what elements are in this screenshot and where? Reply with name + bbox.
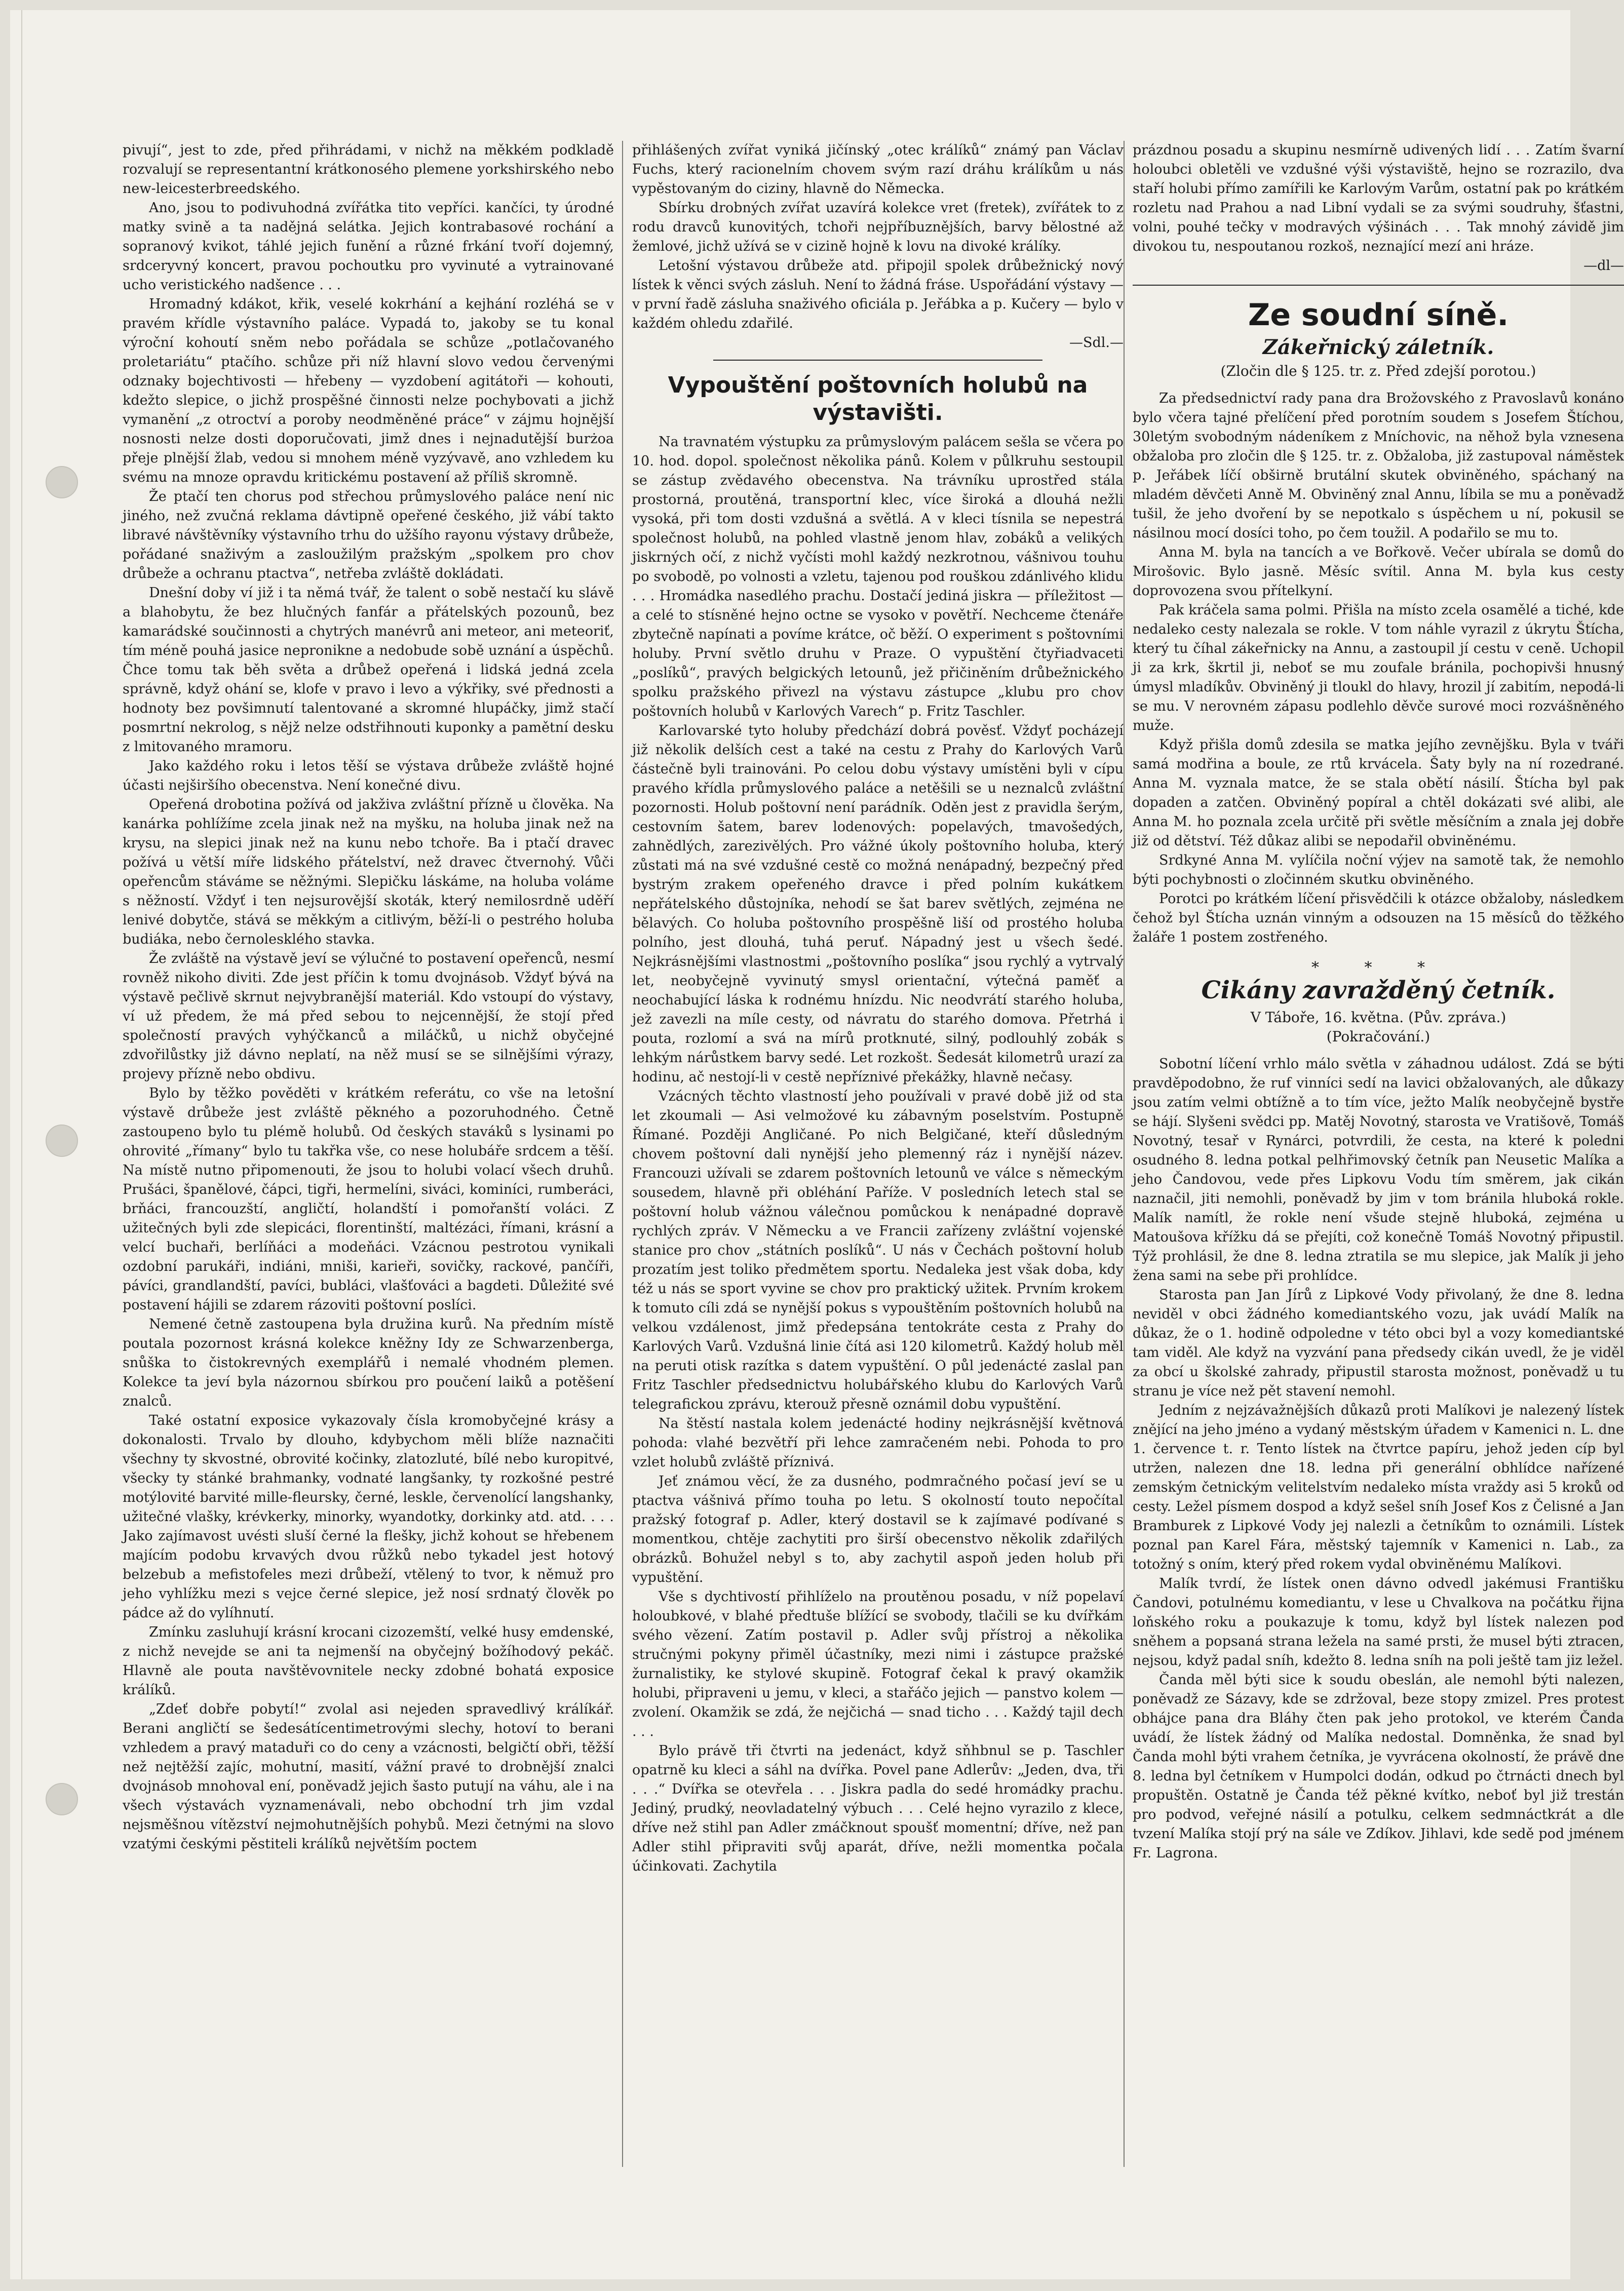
article-dek: (Pokračování.)	[1326, 1028, 1430, 1045]
article-headline: Zákeřnický záletník.	[1262, 335, 1494, 359]
article-dateline: V Táboře, 16. května. (Pův. zpráva.)	[1250, 1009, 1506, 1026]
paragraph: „Zdeť dobře pobytí!“ zvolal asi nejeden spravedlivý králíkář. Berani angličtí se šedesátícentimetrovými slechy, hotoví to berani vzhledem a pravý mataduři co do ceny a vzácnosti, belgičtí obři, těžší než nejtěžší zajíc, mohutní, masití, vážní pravé to drobnější znalci dvojnásob mnohoval ení, poněvadž jejich šasto putují na váhu, ale i na všech výstavách vyznamenávali, nebo obchodní trh jim vzdal nejsměšnou vítězství nejmohutnějších pohybů. Mezi četnými na slovo vzatými českými pěstiteli králíků největším poctem	[123, 1701, 614, 1852]
paragraph: Dnešní doby ví již i ta němá tvář, že talent o sobě nestačí ku slávě a blahobytu, že bez hlučných fanfár a přátelských pozounů, bez kamarádské součinnosti a chytrých manévrů ani meteor, ani meteoriť, tím méně pouhá jasice nepronikne a nedobude sobě uznání a úspěchů. Čhce tomu tak běh světa a drůbež opeřená i lidská jedná zcela správně, když ohání se, klofe v pravo i levo a výkřiky, své přednosti a hodnoty bez povšimnutí talentované a skromné hlupáčky, jimž stačí posmrtní nekrolog, s nějž nelze odstřihnouti kuponky a pamětní desku z lmitovaného mramoru.	[123, 585, 614, 755]
paragraph: Za předsednictví rady pana dra Brožovského z Pravoslavů konáno bylo včera tajné přelíčení před porotním soudem s Josefem Štíchou, 30letým svobodným nádeníkem z Mníchovic, na něhož byla vznesena obžaloba pro zločin dle § 125. tr. z. Obžaloba, již zastupoval náměstek p. Jeřábek líčí obširně brutální skutek obviněného, spáchaný na mladém děvčeti Anně M. Obviněný znal Annu, líbila se mu a poněvadž tušil, že jeho dvoření by se nepotkalo s úspěchem u ní, pokusil se násilnou mocí dosíci toho, po čem toužil. A podařilo se mu to.	[1133, 391, 1624, 541]
column-divider	[1124, 141, 1125, 2167]
paragraph: Také ostatní exposice vykazovaly čísla kromobyčejné krásy a dokonalosti. Trvalo by dlouho, kdybychom měli blíže naznačiti všechny ty skvostné, obrovité kočinky, zlatozluté, bílé nebo kuropitvé, všecky ty stánké brahmanky, vodnaté langšanky, ty rozkošné pestré motýlovité barvité mille-fleursky, černé, leskle, červenolící langshanky, užitečné vlašky, krévkerky, minorky, wyandotky, dorkinky atd. atd. . . . Jako zajímavost uvésti sluší černé la flešky, jichž kohout se hřebenem majícím podobu krvavých dvou růžků nebo tykadel jest hotový belzebub a mefistofeles mezi drůbeží, vtělený to tvor, k němuž pro jeho vyhlížku mezi s vejce černé slepice, jež nosí srdnatý člověk po pádce až do vylíhnutí.	[123, 1413, 614, 1621]
paragraph: Sbírku drobných zvířat uzavírá kolekce vret (fretek), zvířátek to z rodu dravců kunovitých, tchoři nejpříbuznějších, barvy bělostné až žemlové, jichž užívá se v cizině hojně k lovu na divoké králíky.	[632, 200, 1124, 254]
paragraph: Bylo by těžko pověděti v krátkém referátu, co vše na letošní výstavě drůbeže jest zvláště pěkného a pozoruhodného. Četně zastoupeno bylo tu plémě holubů. Od českých staváků s lysinami po ohrovité „římany“ bylo tu takřka vše, co nese holubáře srdcem a těší. Na místě nutno připomenouti, že jsou to holubi volací všech druhů. Prušáci, španělové, čápci, tigři, hermelíni, siváci, kominíci, rumberáci, brňáci, francouzští, angličtí, holandští i pomořanští voláci. Z užitečných byli zde slepicáci, florentinští, maltézáci, římani, krásní a velcí buchaři, berlíňáci a modeňáci. Vzácnou pestrotou vynikali ozdobní parukáři, indiáni, mniši, karieři, sovičky, rackové, pančíři, pávíci, grandlandští, pavíci, bubláci, vlašťováci a bagdeti. Důležité své postavení hájili se zdarem rázoviti poštovní poslíci.	[123, 1085, 614, 1313]
paragraph: přihlášených zvířat vyniká jičínský „otec králíků“ známý pan Václav Fuchs, který racionelním chovem svým razí dráhu králíkům u nás vypěstovaným do ciziny, hlavně do Německa.	[632, 142, 1124, 197]
paragraph: Letošní výstavou drůbeže atd. připojil spolek drůbežnický nový lístek k věnci svých zásluh. Není to žádná fráse. Uspořádání výstavy — v první řadě zásluha snaživého oficiála p. Jeřábka a p. Kučery — bylo v každém ohledu zdařilé.	[632, 258, 1124, 331]
paragraph: Jako každého roku i letos těší se výstava drůbeže zvláště hojné účasti nejširšího obecenstva. Není konečné divu.	[123, 758, 614, 793]
paragraph: Opeřená drobotina požívá od jakživa zvláštní přízně u člověka. Na kanárka pohlížíme zcela jinak než na myšku, na holuba jinak než na krysu, na slepici jinak než na kunu nebo tchoře. Ba i ptačí dravec požívá u větší míře lidského přátelství, než dravec čtvernohý. Vůči opeřencům stáváme se něžnými. Slepičku láskáme, na holuba voláme s něžností. Vždyť i ten nejsurovější skoták, který nemilosrdně uděří lenivé dobytče, stává se měkkým a citlivým, běží-li o pestrého holuba budiáka, nebo černolesklého stavka.	[123, 797, 614, 947]
paragraph: pivují“, jest to zde, před přihrádami, v nichž na měkkém podkladě rozvalují se representantní krátkonosého plemene yorkshirského nebo new-leicesterbreedského.	[123, 142, 614, 197]
paragraph: Jedním z nejzávažnějších důkazů proti Malíkovi je nalezený lístek znějící na jeho jméno a vydaný městským úřadem v Kamenici n. L. dne 1. července t. r. Tento lístek na čtvrtce papíru, jehož jeden cíp byl utržen, nalezen dne 18. ledna při generální obhlídce nařízené zemským četnickým velitelstvím nedaleko místa vraždy asi 5 kroků od cesty. Ležel písmem dospod a když sešel sníh Josef Kos z Čelisné a Jan Bramburek z Lipkové Vody jej nalezli a četníkům to oznámili. Lístek poznal pan Karel Fára, městský tajemník v Kamenici n. Lab., za totožný s oním, který před rokem vydal obviněnému Malíkovi.	[1133, 1403, 1624, 1572]
paragraph: Že ptačí ten chorus pod střechou průmyslového paláce není nic jiného, než zvučná reklama dávtipně opeřené českého, již vábí takto libravé návštěvníky výstavního trhu do užšího rayonu výstavy drůbeže, pořádané snaživým a zasloužilým pražským „spolkem pro chov drůbeže a ochranu ptactva“, netřeba zvláště dokládati.	[123, 489, 614, 581]
paragraph: Porotci po krátkém líčení přisvědčili k otázce obžaloby, následkem čehož byl Štícha uznán vinným a odsouzen na 15 měsíců do těžkého žaláře 1 postem zostřeného.	[1133, 891, 1624, 945]
paragraph: Když přišla domů zdesila se matka jejího zevnějšku. Byla v tváři samá modřina a boule, ze rtů krvácela. Šaty byly na ní rozedrané. Anna M. vyznala matce, že se stala obětí násilí. Štícha byl pak dopaden a zatčen. Obviněný popíral a chtěl dokázati své alibi, ale Anna M. ho poznala zcela určitě při světle měsíčním a znala jej dobře již od dětství. Též důkaz alibi se nepodařil obviněnému.	[1133, 737, 1624, 849]
column-3	[1133, 141, 1624, 1863]
paragraph: Čanda měl býti sice k soudu obeslán, ale nemohl býti nalezen, poněvadž ze Sázavy, kde se zdržoval, beze stopy zmizel. Pres protest obhájce pana dra Bláhy čten pak jeho protokol, ve kterém Čanda uvádí, že lístek žádný od Malíka nedostal. Domněnka, že snad byl Čanda mohl býti vrahem četníka, je vyvrácena okolností, že právě dne 8. ledna byl četníkem v Humpolci dodán, odkud po čtrnácti dnech byl propuštěn. Ostatně je Čanda též pěkné kvítko, neboť byl již trestán pro podvod, veřejné násilí a potulku, celkem sedmnáctkrát a dle tvzení Malíka stojí prý na sále ve Zdíkov. Jihlavi, kde sedě pod jménem Fr. Lagrona.	[1133, 1672, 1624, 1861]
binding-edge	[21, 10, 22, 2279]
binder-hole	[46, 1124, 78, 1157]
paragraph: Ano, jsou to podivuhodná zvířátka tito vepříci. kančíci, ty úrodné matky svině a ta nadějná selátka. Jejich kontrabasové rochání a sopranový kvikot, táhlé jejich funění a různé frkání tvoří dojemný, srdceryvný koncert, pravou pochoutku pro vyvinuté a vytrainované ucho veristického nadšence . . .	[123, 200, 614, 293]
paragraph: prázdnou posadu a skupinu nesmírně udivených lidí . . . Zatím švarní holoubci obletěli ve vzdušné výši výstaviště, hejno se rozrazilo, dva staří holubi přímo zamířili ke Karlovým Varům, ostatní pak po krátkém rozletu nad Prahou a nad Libní vydali se za svými soudruhy, šťastni, volni, pouhé tečky v modravých výšinách . . . Tak mnohý závidě jim divokou tu, nespoutanou rozkoš, neznající mezí ani hráze.	[1133, 142, 1624, 254]
section-rule	[1133, 285, 1624, 286]
section-title: Ze soudní síně.	[1248, 297, 1509, 333]
paragraph: Sobotní líčení vrhlo málo světla v záhadnou událost. Zdá se býti pravděpodobno, že ruf vinníci sedí na lavici obžalovaných, ale důkazy jsou zatím velmi obtížně a to tím více, ježto Malík neobyčejně bystře se hájí. Slyšeni svědci pp. Matěj Novotný, starosta ve Vratišově, Tomáš Novotný, tesař v Rynárci, potvrdili, že cesta, na které k poledni osudného 8. ledna potkal pelhřimovský četník pan Neusetic Malíka a jeho Čandovou, vede přes Lipkovu Vodu tím směrem, jak cikán naznačil, jiti nemohli, poněvadž by jim v tom bránila hluboká rokle. Malík namítl, že rokle není všude stejně hluboká, zejména u Matoušova křížku dá se přejíti, což konečně Tomáš Novotný připustil. Týž prohlásil, že dne 8. ledna ztratila se mu slepice, jak Malík ji jeho žena sami na sebe při prohlídce.	[1133, 1056, 1624, 1284]
article-headline: Vypouštění poštovních holubů na výstavišti.	[668, 372, 1088, 425]
section-rule	[713, 360, 1042, 361]
section-separator-stars: * * *	[1311, 959, 1446, 977]
paragraph: Malík tvrdí, že lístek onen dávno odvedl jakémusi Františku Čandovi, potulnému komediantu, v lese u Chvalkova na počátku řijna loňského roku a poukazuje k tomu, když byl lístek nalezen pod sněhem a popsaná strana ležela na samé prsti, že musel býti ztracen, nejsou, když padal sníh, kdežto 8. ledna sníh na poli ještě tam jiz ležel.	[1133, 1576, 1624, 1668]
newspaper-page	[10, 10, 1624, 2279]
article-headline: Cikány zavražděný četník.	[1201, 976, 1556, 1004]
paragraph: Anna M. byla na tancích a ve Bořkově. Večer ubírala se domů do Mirošovic. Bylo jasně. Měsíc svítil. Anna M. byla kus cesty doprovozena svou přítelkyní.	[1133, 545, 1624, 599]
author-signature: —Sdl.—	[1069, 335, 1124, 351]
paragraph: Bylo právě tři čtvrti na jedenáct, když sňhbnul se p. Taschler opatrně ku kleci a sáhl na dvířka. Povel pane Adlerův: „Jeden, dva, tři . . .“ Dvířka se otevřela . . . Jiskra padla do sedé hromádky prachu. Jediný, prudký, neovladatelný výbuch . . . Celé hejno vyrazilo z klece, dříve než stihl pan Adler zmáčknout spoušť momentní; dříve, než pan Adler stihl připraviti svůj aparát, dříve, nežli momentka počala účinkovati. Zachytila	[632, 1743, 1124, 1874]
article-dek: (Zločin dle § 125. tr. z. Před zdejší porotou.)	[1220, 363, 1536, 379]
binder-hole	[46, 1783, 78, 1815]
author-signature: —dl—	[1583, 258, 1624, 274]
paragraph: Že zvláště na výstavě jeví se výlučné to postavení opeřenců, nesmí rovněž nikoho diviti. Zde jest příčin k tomu dvojnásob. Vždyť bývá na výstavě pečlivě skrnut nejvybranější materiál. Kdo vstoupí do výstavy, ví už předem, že má před sebou to nejcennější, že stojí před společností pravých vyhýčkanců a miláčků, u nichž obyčejné zdvořilůstky již dávno neplatí, na něž musí se se silnějšími výrazy, projevy přízně nebo obdivu.	[123, 951, 614, 1082]
paragraph: Na štěstí nastala kolem jedenácté hodiny nejkrásnější květnová pohoda: vlahé bezvětří při lehce zamračeném nebi. Pohoda to pro vzlet holubů zvláště příznivá.	[632, 1416, 1124, 1470]
paragraph: Hromadný kdákot, křik, veselé kokrhání a kejhání rozléhá se v pravém křídle výstavního paláce. Vypadá to, jakoby se tu konal výroční kohoutí sněm nebo pořádala se schůze „potlačovaného proletariátu“ ptačího. schůze při níž hlavní slovo vedou červenými odznaky bojechtivosti — hřebeny — vyzdobení agitátoři — kohouti, kdežto slepice, o jichž prospěšné činnosti nelze pochybovati a jichž vymanění „z otroctví a poroby neodměněné práce“ v zájmu hojnější nosnosti nelze dosti doporučovati, jimž dnes i nejnadutější burżoa přeje plnější žlab, vedou si mnohem méně vyzývavě, ano vzhledem ku svému na mnoze opravdu kritickému postavení až příliš skromně.	[123, 296, 614, 485]
binder-hole	[46, 466, 78, 498]
paragraph: Starosta pan Jan Jírů z Lipkové Vody přivolaný, že dne 8. ledna neviděl v obci žádného komediantského vozu, jak uvádí Malík na důkaz, že o 1. hodině odpoledne v této obci byl a vozy komediantské tam viděl. Ale když na vyzvání pana předsedy cikán uvedl, že je viděl za obcí u školské zahrady, připustil starosta možnost, poněvadž u tu stranu je více než pět stavení nemohl.	[1133, 1287, 1624, 1399]
paragraph: Nemené četně zastoupena byla družina kurů. Na předním místě poutala pozornost krásná kolekce kněžny Idy ze Schwarzenberga, snůška to čistokrevných exemplářů i nemalé vhodném plemen. Kolekce ta jeví byla názornou sbírkou pro poučení laiků a potěšení znalců.	[123, 1316, 614, 1409]
paragraph: Na travnatém výstupku za průmyslovým palácem sešla se včera po 10. hod. dopol. společnost několika pánů. Kolem v půlkruhu sestoupil se zástup zvědavého obecenstva. Na trávníku uprostřed stála prostorná, proutěná, transportní klec, více široká a dlouhá nežli vysoká, při tom dosti vzdušná a světlá. A v kleci tísnila se nepestrá společnost holubů, na pohled vlastně jenom hlav, zobáků a velikých jiskrných očí, z nichž vyčísti mohl každý nezkrotnou, vášnivou touhu po svobodě, po volnosti a vzletu, tajenou pod rouškou zdánlivého klidu . . . Hromádka nasedlého prachu. Dostačí jediná jiskra — příležitost — a celé to stísněné hejno octne se vysoko v povětří. Nechceme čtenáře zbytečně napínati a povíme krátce, oč běží. O experiment s poštovními holuby. První světlo druhu v Praze. O vypuštění čtyřiadvaceti „poslíků“, pravých belgických letounů, jež přičiněním drůbežnického spolku pražského přivezl na výstavu zástupce „klubu pro chov poštovních holubů v Karlových Varech“ p. Fritz Taschler.	[632, 434, 1124, 719]
column-1	[123, 141, 614, 1854]
paragraph: Pak kráčela sama polmi. Přišla na místo zcela osamělé a tiché, kde nedaleko cesty nalezala se rokle. V tom náhle vyrazil z úkrytu Štícha, který tu číhal zákeřnicky na Annu, a zastoupil jí cestu v ceně. Uchopil ji za krk, škrtil ji, neboť se mu zoufale bránila, pochopivši hnusný úmysl mladíkův. Obviněný ji tloukl do hlavy, hrozil jí zabitím, nepodá-li se mu. V nerovném zápasu podlehlo děvče surové moci rozvášněného muže.	[1133, 602, 1624, 733]
column-divider	[622, 141, 623, 2167]
paragraph: Vše s dychtivostí přihlíželo na proutěnou posadu, v níž popelaví holoubkové, v blahé předtuše blížící se svobody, tlačili se ku dvířkám svého vězení. Zatím postavil p. Adler svůj přístroj a několika stručnými pokyny přiměl účastníky, mezi nimi i zástupce pražské žurnalistiky, ke stylové skupině. Fotograf čekal k pravý okamžik holubi, připraveni u jemu, v kleci, a stařáčo jejich — panstvo kolem — zvolení. Okamžik se zdá, že nejčichá — snad ticho . . . Každý tajil dech . . .	[632, 1589, 1124, 1739]
paragraph: Zmínku zasluhují krásní krocani cizozemští, velké husy emdenské, z nichž nevejde se ani ta nejmenší na obyčejný božíhodový pekáč. Hlavně ale pouta navštěvovnitele necky zdobné bohatá exposice králíků.	[123, 1624, 614, 1698]
paragraph: Vzácných těchto vlastností jeho používali v pravé době již od sta let zkoumali — Asi velmožové ku zábavným poselstvím. Postupně Římané. Později Angličané. Po nich Belgičané, kteří důsledným chovem poštovní dali nynější jeho plemenný ráz i nynější název. Francouzi užívali se zdarem poštovních letounů ve válce s německým sousedem, hlavně při obléhání Paříže. V posledních letech stal se poštovní holub vážnou válečnou pomůckou k nenápadné dopravě rychlých zpráv. V Německu a ve Francii zařízeny zvláštní vojenské stanice pro chov „státních poslíků“. U nás v Čechách poštovní holub prozatím jest toliko předmětem sportu. Nedaleka jest však doba, kdy též u nás se sport vyvine se chov pro praktický užitek. Prvním krokem k tomuto cíli zdá se nynější pokus s vypouštěním poštovních holubů na velkou vzdálenost, jimž předepsána tentokráte cesta z Prahy do Karlových Varů. Vzdušná linie čítá asi 120 kilometrů. Každý holub měl na peruti otisk razítka s datem vypuštění. O půl jedenácté zaslal pan Fritz Taschler předsednictvu holubářského klubu do Karlových Varů telegrafickou zprávu, kterouž přesně oznámil dobu vypuštění.	[632, 1089, 1124, 1412]
paragraph: Jeť známou věcí, že za dusného, podmračného počasí jeví se u ptactva vášnivá přímo touha po letu. S okolností touto nepočítal pražský fotograf p. Adler, který dostavil se k zajímavé podívané s momentkou, chtěje zachytiti pro širší obecenstvo několik zdařilých obrázků. Bohužel nebyl s to, aby zachytil aspoň jeden holub při vypuštění.	[632, 1473, 1124, 1585]
paragraph: Karlovarské tyto holuby předchází dobrá pověsť. Vždyť pocházejí již několik delších cest a také na cestu z Prahy do Karlových Varů částečně byli trainováni. Po celou dobu výstavy umístěni byli v cípu pravého křídla průmyslového paláce a netěšili se u neznalců zvláštní pozornosti. Holub poštovní není parádník. Oděn jest z pravidla šerým, cestovním šatem, barev lodenových: popelavých, tmavošedých, zahnědlých, zarezivělých. Pro vážné úkoly poštovního holuba, který zůstati má na své vzdušné cestě co možná nenápadný, bezpečný před bystrým zrakem opeřeného dravce i před polním kukátkem nepřátelského důstojníka, nehodí se šat barev světlých, zejména ne bělavých. Co holuba poštovního prospěšně liší od prostého holuba polního, jest dlouhá, tuhá peruť. Nápadný jest u všech šedé. Nejkrásnějšími vlastnostmi „poštovního poslíka“ jsou rychlý a vytrvalý let, neobyčejně vyvinutý smysl orientační, výtečná paměť a neochabující láska k rodnému hnízdu. Nic neodvrátí starého holuba, jež zavezli na míle cesty, od návratu do starého domova. Přetrhá i pouta, rozlomí a svá na mírů protknuté, silný, podlouhlý zobák s lehkým nárůstkem barvy sedé. Let rozkošt. Šedesát kilometrů urazí za hodinu, ač nestojí-li v cestě nepříznivé překážky, hlavně nečasy.	[632, 723, 1124, 1085]
paragraph: Srdkyné Anna M. vylíčila noční výjev na samotě tak, že nemohlo býti pochybnosti o zločinném skutku obviněného.	[1133, 852, 1624, 887]
column-2	[632, 141, 1124, 1876]
